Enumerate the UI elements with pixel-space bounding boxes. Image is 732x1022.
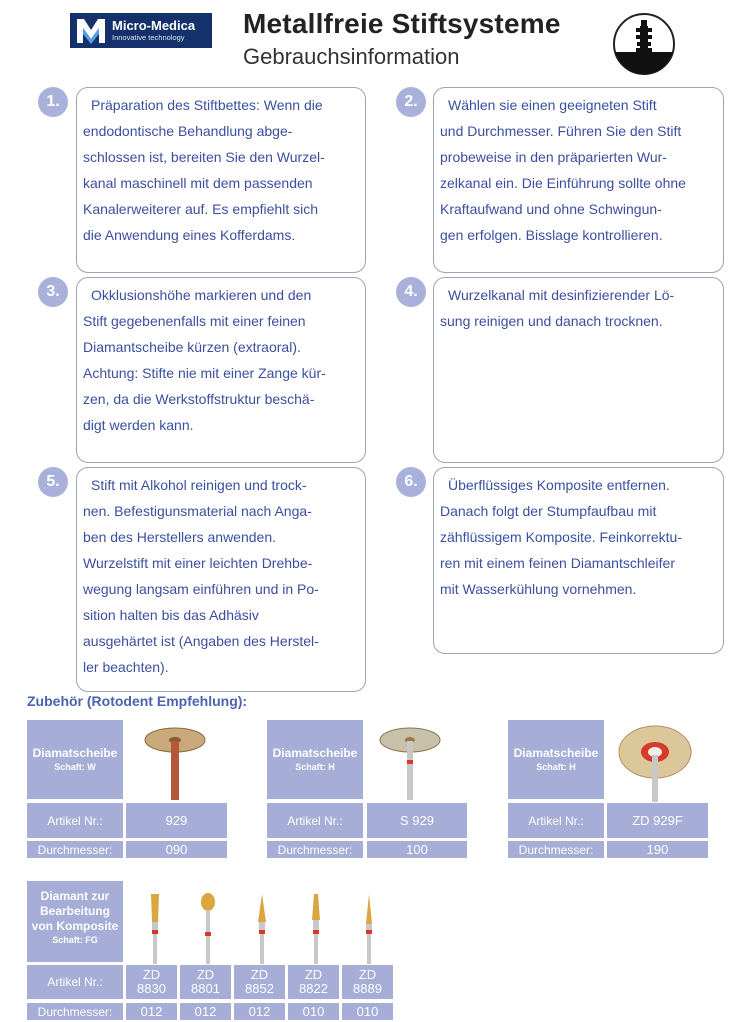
bur-diameter-label: Durchmesser: — [27, 1003, 123, 1020]
bur-name-line-2: Bearbeitung — [39, 904, 110, 918]
disc-2-article-label: Artikel Nr.: — [267, 803, 363, 838]
disc-s929-image — [375, 724, 445, 800]
disc-1-diameter-label: Durchmesser: — [27, 841, 123, 858]
bur-3-article — [234, 965, 285, 999]
step-6-line-3: zähflüssigem Komposite. Feinkorrektu- — [440, 529, 682, 545]
disc-2-shaft: Schaft: H — [295, 762, 335, 772]
step-5-line-6: sition halten bis das Adhäsiv — [83, 607, 259, 623]
tooth-post-icon — [612, 12, 676, 76]
step-6-line-2: Danach folgt der Stumpfaufbau mit — [440, 503, 657, 519]
step-1-line-5: Kanalerweiterer auf. Es empfiehlt sich — [83, 201, 318, 217]
disc-3-article-label: Artikel Nr.: — [508, 803, 604, 838]
step-3-line-2: Stift gegebenenfalls mit einer feinen — [83, 313, 306, 329]
page-subtitle: Gebrauchsinformation — [243, 44, 460, 69]
disc-3-diameter-label: Durchmesser: — [508, 841, 604, 858]
disc-3-diameter-value: 190 — [607, 841, 708, 858]
disc-2-diameter-value: 100 — [367, 841, 467, 858]
logo-name: Micro-Medica — [112, 17, 196, 33]
bur-name-line-1: Diamant zur — [40, 889, 110, 903]
step-number-6: 6. — [396, 467, 426, 497]
bur-1-diameter: 012 — [126, 1003, 177, 1020]
step-3-line-3: Diamantscheibe kürzen (extraoral). — [83, 339, 301, 355]
bur-5-article — [342, 965, 393, 999]
step-5-line-5: wegung langsam einführen und in Po- — [83, 581, 319, 597]
step-6-box — [433, 467, 724, 654]
step-2-line-4: zelkanal ein. Die Einführung sollte ohne — [440, 175, 686, 191]
disc-3-label — [508, 720, 604, 799]
bur-8852-image — [247, 892, 277, 964]
bur-3-diameter: 012 — [234, 1003, 285, 1020]
step-1-box — [76, 87, 366, 273]
disc-929-image — [140, 724, 210, 800]
step-1-line-4: kanal maschinell mit dem passenden — [83, 175, 313, 191]
step-3-line-6: digt werden kann. — [83, 417, 194, 433]
step-number-5: 5. — [38, 467, 68, 497]
bur-5-article-number: 8889 — [353, 981, 382, 996]
step-5-box — [76, 467, 366, 692]
bur-8830-image — [140, 892, 170, 964]
step-4-line-1: Wurzelkanal mit desinfizierender Lö- — [448, 287, 675, 303]
step-3-line-5: zen, da die Werkstoffstruktur beschä- — [83, 391, 315, 407]
disc-3-name: Diamatscheibe — [513, 746, 599, 760]
micro-medica-logo — [70, 13, 212, 48]
bur-5-diameter: 010 — [342, 1003, 393, 1020]
disc-1-shaft: Schaft: W — [54, 762, 96, 772]
step-1-line-2: endodontische Behandlung abge- — [83, 123, 293, 139]
step-2-line-5: Kraftaufwand und ohne Schwingun- — [440, 201, 662, 217]
logo-m-icon — [74, 13, 108, 48]
step-5-line-2: nen. Befestigunsmaterial nach Anga- — [83, 503, 312, 519]
disc-3-article-value: ZD 929F — [607, 803, 708, 838]
bur-8822-image — [301, 892, 331, 964]
disc-1-article-value: 929 — [126, 803, 227, 838]
bur-1-article-number: 8830 — [137, 981, 166, 996]
step-number-2: 2. — [396, 87, 426, 117]
logo-tagline: Innovative technology — [112, 32, 185, 42]
bur-2-article — [180, 965, 231, 999]
step-2-box — [433, 87, 724, 273]
disc-3-shaft: Schaft: H — [536, 762, 576, 772]
step-5-line-3: ben des Herstellers anwenden. — [83, 529, 277, 545]
step-2-line-3: probeweise in den präparierten Wur- — [440, 149, 667, 165]
step-5-line-8: ler beachten). — [83, 659, 169, 675]
disc-1-name: Diamatscheibe — [32, 746, 118, 760]
bur-5-article-prefix: ZD — [358, 967, 377, 982]
bur-2-article-number: 8801 — [191, 981, 220, 996]
step-4-box — [433, 277, 724, 463]
step-number-4: 4. — [396, 277, 426, 307]
step-1-line-6: die Anwendung eines Kofferdams. — [83, 227, 296, 243]
bur-4-article — [288, 965, 339, 999]
bur-article-label: Artikel Nr.: — [27, 965, 123, 999]
bur-4-diameter: 010 — [288, 1003, 339, 1020]
bur-4-article-number: 8822 — [299, 981, 328, 996]
step-6-line-5: mit Wasserkühlung vornehmen. — [440, 581, 637, 597]
step-5-line-4: Wurzelstift mit einer leichten Drehbe- — [83, 555, 313, 571]
bur-8801-image — [193, 892, 223, 964]
step-number-1: 1. — [38, 87, 68, 117]
bur-2-diameter: 012 — [180, 1003, 231, 1020]
step-6-line-4: ren mit einem feinen Diamantschleifer — [440, 555, 675, 571]
step-2-line-1: Wählen sie einen geeigneten Stift — [448, 97, 657, 113]
step-3-line-4: Achtung: Stifte nie mit einer Zange kür- — [83, 365, 326, 381]
step-3-line-1: Okklusionshöhe markieren und den — [91, 287, 312, 303]
disc-2-name: Diamatscheibe — [272, 746, 358, 760]
step-5-line-7: ausgehärtet ist (Angaben des Herstel- — [83, 633, 319, 649]
step-6-line-1: Überflüssiges Komposite entfernen. — [448, 477, 670, 493]
disc-2-diameter-label: Durchmesser: — [267, 841, 363, 858]
step-5-line-1: Stift mit Alkohol reinigen und trock- — [91, 477, 307, 493]
step-2-line-6: gen erfolgen. Bisslage kontrollieren. — [440, 227, 663, 243]
step-3-box — [76, 277, 366, 463]
step-1-line-3: schlossen ist, bereiten Sie den Wurzel- — [83, 149, 325, 165]
disc-2-article-value: S 929 — [367, 803, 467, 838]
bur-8889-image — [354, 892, 384, 964]
bur-3-article-number: 8852 — [245, 981, 274, 996]
disc-1-label — [27, 720, 123, 799]
accessories-heading: Zubehör (Rotodent Empfehlung): — [27, 693, 248, 709]
disc-1-article-label: Artikel Nr.: — [27, 803, 123, 838]
bur-name-line-3: von Komposite — [31, 919, 119, 933]
bur-2-article-prefix: ZD — [196, 967, 215, 982]
bur-3-article-prefix: ZD — [250, 967, 269, 982]
step-4-line-2: sung reinigen und danach trocknen. — [440, 313, 663, 329]
disc-2-label — [267, 720, 363, 799]
bur-set-label — [27, 881, 123, 962]
disc-1-diameter-value: 090 — [126, 841, 227, 858]
bur-1-article-prefix: ZD — [142, 967, 161, 982]
step-number-3: 3. — [38, 277, 68, 307]
disc-zd929f-image — [615, 722, 695, 802]
step-2-line-2: und Durchmesser. Führen Sie den Stift — [440, 123, 682, 139]
step-1-line-1: Präparation des Stiftbettes: Wenn die — [91, 97, 323, 113]
page-title: Metallfreie Stiftsysteme — [243, 8, 561, 39]
bur-1-article — [126, 965, 177, 999]
bur-4-article-prefix: ZD — [304, 967, 323, 982]
bur-shaft: Schaft: FG — [52, 935, 98, 945]
